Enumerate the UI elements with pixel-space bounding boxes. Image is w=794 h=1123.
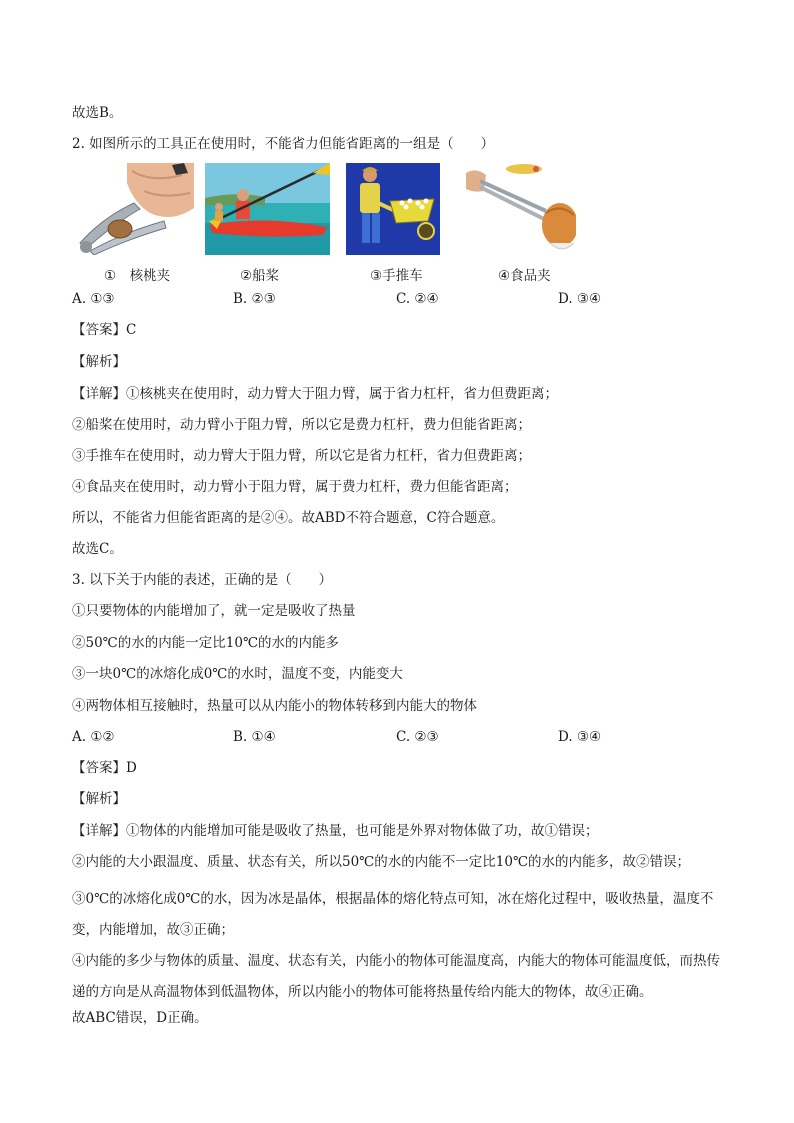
question-2-answer: 【答案】C — [72, 322, 137, 338]
question-3-answer: 【答案】D — [72, 760, 137, 776]
option-d: D. ③④ — [558, 291, 602, 307]
walnut-cracker-image — [72, 163, 194, 255]
option-b: B. ①④ — [233, 729, 276, 745]
question-3-detail-2: ②内能的大小跟温度、质量、状态有关，所以50℃的水的内能不一定比10℃的水的内能多，故②错误； — [72, 854, 691, 870]
question-3-statement-3: ③一块0℃的冰熔化成0℃的水时，温度不变，内能变大 — [72, 666, 403, 682]
question-3-statement-2: ②50℃的水的内能一定比10℃的水的内能多 — [72, 635, 340, 651]
question-3-analysis-heading: 【解析】 — [72, 791, 126, 807]
question-2-conclusion: 故选C。 — [72, 541, 123, 557]
question-3-detail-4: ④内能的多少与物体的质量、温度、状态有关，内能小的物体可能温度高，内能大的物体可能温度低，而热传递的方向是从高温物体到低温物体，所以内能小的物体可能将热量传给内能大的物体，故④正确。 — [72, 953, 720, 1000]
caption-paddle: ②船桨 — [240, 268, 280, 284]
question-3-detail-3: ③0℃的冰熔化成0℃的水，因为冰是晶体，根据晶体的熔化特点可知，冰在熔化过程中，吸收热量，温度不变，内能增加，故③正确； — [72, 891, 714, 938]
question-3-options — [72, 728, 632, 746]
caption-wheelbarrow: ③手推车 — [370, 268, 423, 284]
option-a: A. ①② — [72, 729, 115, 745]
question-2-analysis-heading: 【解析】 — [72, 354, 126, 370]
question-2-stem: 2. 如图所示的工具正在使用时，不能省力但能省距离的一组是（ ） — [72, 136, 495, 152]
question-2-detail-3: ③手推车在使用时，动力臂大于阻力臂，所以它是省力杠杆，省力但费距离； — [72, 448, 531, 464]
question-3-detail-1: 【详解】①物体的内能增加可能是吸收了热量，也可能是外界对物体做了功，故①错误； — [72, 823, 599, 839]
question-3-stem: 3. 以下关于内能的表述，正确的是（ ） — [72, 572, 333, 588]
caption-food-tongs: ④食品夹 — [498, 268, 551, 284]
option-c: C. ②④ — [396, 291, 439, 307]
question-2-detail-5: 所以，不能省力但能省距离的是②④。故ABD不符合题意，C符合题意。 — [72, 510, 505, 526]
food-tongs-image — [466, 163, 576, 255]
option-a: A. ①③ — [72, 291, 115, 307]
question-3-conclusion: 故ABC错误，D正确。 — [72, 1010, 208, 1026]
paddle-image — [205, 163, 330, 255]
question-2-detail-1: 【详解】①核桃夹在使用时，动力臂大于阻力臂，属于省力杠杆，省力但费距离； — [72, 386, 558, 402]
option-d: D. ③④ — [558, 729, 602, 745]
question-2-detail-4: ④食品夹在使用时，动力臂小于阻力臂，属于费力杠杆，费力但能省距离； — [72, 479, 518, 495]
question-2-detail-2: ②船桨在使用时，动力臂小于阻力臂，所以它是费力杠杆，费力但能省距离； — [72, 417, 531, 433]
option-b: B. ②③ — [233, 291, 276, 307]
caption-walnut-cracker: ① 核桃夹 — [104, 268, 171, 284]
question-3-statement-1: ①只要物体的内能增加了，就一定是吸收了热量 — [72, 603, 356, 619]
question-2-options — [72, 290, 632, 308]
question-3-statement-4: ④两物体相互接触时，热量可以从内能小的物体转移到内能大的物体 — [72, 698, 477, 714]
wheelbarrow-image — [346, 163, 440, 255]
previous-conclusion: 故选B。 — [72, 105, 123, 121]
option-c: C. ②③ — [396, 729, 439, 745]
